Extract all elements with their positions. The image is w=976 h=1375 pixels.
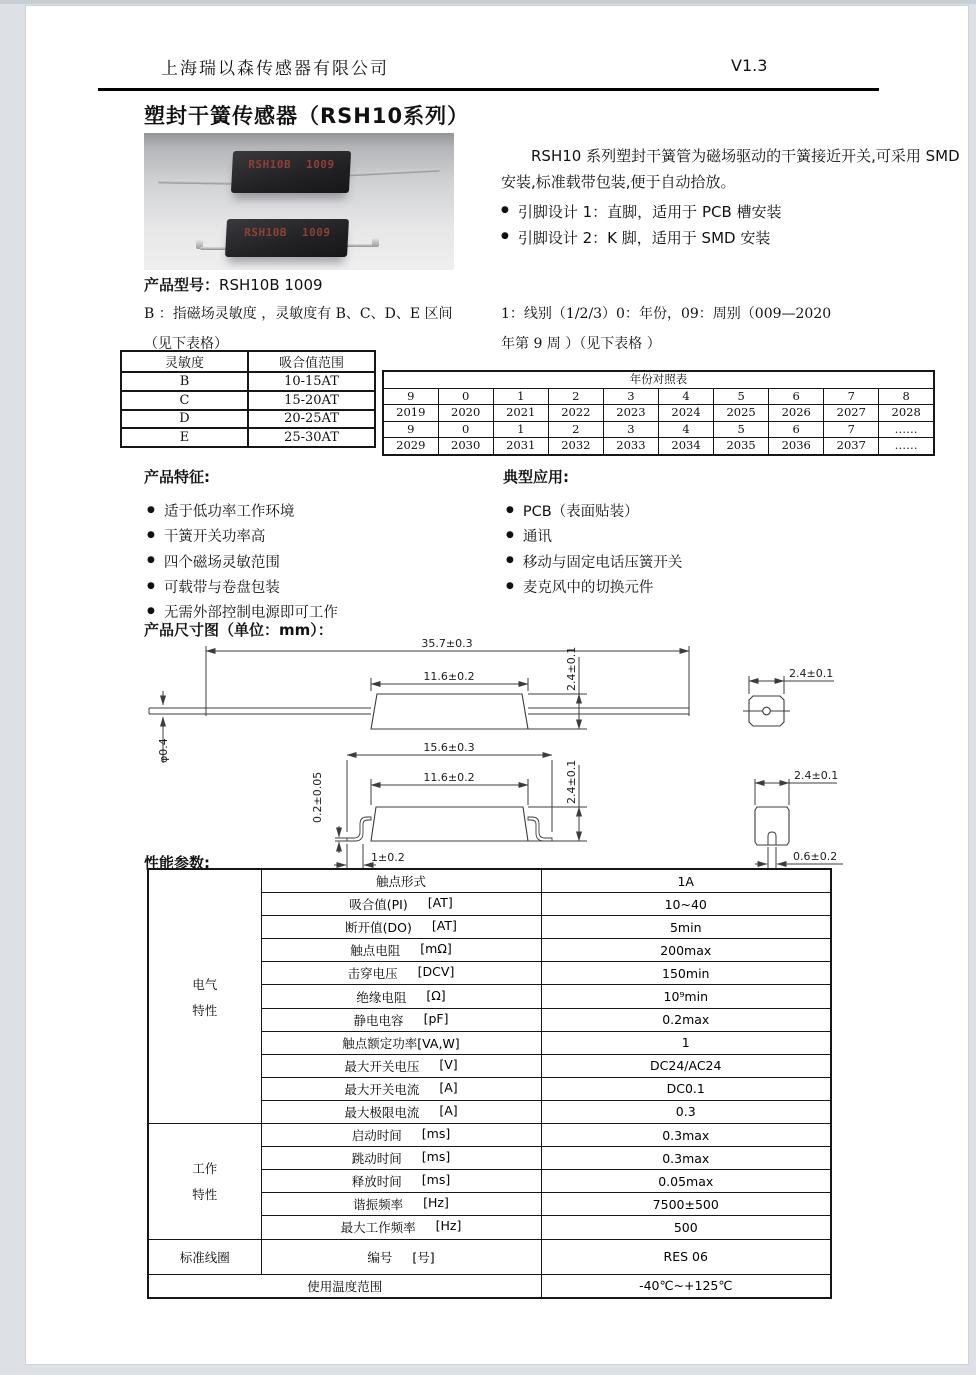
model-note-right [501,299,831,359]
table-row [148,869,831,893]
table-cell: 8 [879,388,934,405]
param-name-cell: 静电电容 [pF] [261,1008,541,1031]
temperature-range-label: 使用温度范围 [148,1274,541,1298]
table-cell: 2020 [438,405,493,422]
document-page [25,5,969,1365]
column-header: 吸合值范围 [248,351,375,372]
param-value-cell: 10⁹min [541,985,831,1008]
drawing-straight-lead [149,637,689,763]
k-bend-lead [528,817,552,841]
company-name: 上海瑞以森传感器有限公司 [161,59,389,79]
dimensions-heading: 产品尺寸图（单位：mm）： [144,621,333,639]
bent-lead [372,238,379,247]
param-value-cell: 0.3max [541,1147,831,1170]
dimension-label: 2.4±0.1 [565,646,578,691]
table-cell: 2023 [603,405,658,422]
bullet-item [506,523,682,548]
bullet-icon: ● [147,529,155,540]
param-name-cell: 启动时间 [ms] [261,1124,541,1147]
table-cell: 4 [658,388,713,405]
year-reference-table [382,370,935,456]
sensitivity-table [120,350,376,448]
table-cell: 7 [824,388,879,405]
model-label: 产品型号： [144,276,220,294]
bullet-icon: ● [501,231,509,241]
table-cell: 3 [603,421,658,438]
page-title: 塑封干簧传感器（RSH10系列） [144,104,470,128]
bullet-text: 适于低功率工作环境 [163,504,295,521]
table-row [148,1239,831,1274]
dimension-label: φ0.4 [157,738,170,763]
bullet-item [506,574,682,599]
note-line: B ：指磁场灵敏度 ，灵敏度有 B、C、D、E 区间 [144,306,453,322]
table-cell: E [121,428,248,447]
drawing-straight-end-view [743,667,834,726]
param-value-cell: 1 [541,1031,831,1054]
param-value-cell: 0.2max [541,1008,831,1031]
lead-wire [200,247,228,250]
product-photo [144,133,454,270]
table-cell: 7 [824,421,879,438]
table-cell: …… [879,438,934,455]
group-cell: 标准线圈 [148,1239,261,1274]
param-name-cell: 击穿电压 [DCV] [261,962,541,985]
param-name-cell: 跳动时间 [ms] [261,1147,541,1170]
param-name-cell: 最大工作频率 [Hz] [261,1216,541,1239]
table-cell: 6 [769,421,824,438]
bullet-text: 四个磁场灵敏范围 [163,554,280,571]
sensor-body-outline [371,807,528,841]
drawing-smd-end-view [755,769,843,869]
table-row [383,405,934,422]
document-version: V1.3 [731,56,768,75]
table-cell: 3 [603,388,658,405]
table-row [121,391,375,410]
applications-list [506,498,682,599]
bullet-item [147,574,338,599]
table-row [383,421,934,438]
sensor-body-outline [371,694,528,729]
table-cell: 2024 [658,405,713,422]
param-name-cell: 最大极限电流 [A] [261,1100,541,1123]
bullet-icon: ● [147,605,155,616]
param-name-cell: 吸合值(PI) [AT] [261,893,541,916]
table-row [148,1124,831,1147]
table-cell: 6 [769,388,824,405]
bullet-icon: ● [506,555,514,566]
drawing-smd-lead [311,741,587,869]
table-cell: 2032 [548,438,603,455]
header-rule [98,88,879,91]
dimension-label: 0.6±0.2 [793,850,838,863]
table-cell: 5 [714,388,769,405]
dimension-label: 2.4±0.1 [794,769,839,782]
table-cell: 2027 [824,405,879,422]
table-cell: 15-20AT [248,391,375,410]
table-cell: 2 [548,388,603,405]
table-row [121,410,375,429]
part-marking-series: RSH10B [243,226,288,239]
table-cell: 2029 [383,438,438,455]
table-cell: 2025 [714,405,769,422]
bullet-icon: ● [147,580,155,591]
part-marking-code: 1009 [305,158,335,171]
part-marking-series: RSH10B [247,158,292,171]
param-value-cell: 1A [541,869,831,893]
lead-wire [158,180,234,184]
note-line: 年第 9 周 ）（见下表格 ） [501,336,661,352]
year-table-title: 年份对照表 [383,371,934,388]
table-cell: 1 [493,421,548,438]
pin-design-list [501,198,963,250]
group-cell: 工作 特性 [148,1124,261,1239]
bullet-text: 无需外部控制电源即可工作 [163,605,338,622]
part-marking-code: 1009 [301,226,331,239]
param-name-cell: 绝缘电阻 [Ω] [261,985,541,1008]
temperature-range-value: -40℃~+125℃ [541,1274,831,1298]
param-value-cell: 10~40 [541,893,831,916]
dimension-label: 11.6±0.2 [423,771,475,784]
table-cell: 25-30AT [248,428,375,447]
dimension-label: 1±0.2 [371,851,405,864]
end-view-outline [755,807,789,845]
table-cell: 2030 [438,438,493,455]
bullet-item [147,549,338,574]
table-cell: 5 [714,421,769,438]
table-row [121,351,375,372]
dimension-label: 35.7±0.3 [421,637,473,650]
note-line: （见下表格） [144,336,228,352]
k-bend-lead [347,817,371,841]
table-row [383,438,934,455]
bullet-text: 移动与固定电话压簧开关 [522,554,683,571]
dimension-label: 2.4±0.1 [789,667,834,680]
table-row [121,428,375,447]
table-row [383,371,934,388]
bullet-text: 麦克风中的切换元件 [522,580,654,597]
note-line: 1：线别（1/2/3）0：年份，09：周别（009—2020 [501,306,832,322]
bullet-text: 引脚设计 1：直脚，适用于 PCB 槽安装 [517,202,782,221]
param-value-cell: 0.05max [541,1170,831,1193]
table-cell: 2037 [824,438,879,455]
bullet-text: 可载带与卷盘包装 [163,580,280,597]
param-value-cell: 0.3max [541,1124,831,1147]
bullet-item [506,498,682,523]
table-cell: 1 [493,388,548,405]
bullet-icon: ● [506,529,514,540]
bullet-item [501,224,963,250]
column-header: 灵敏度 [121,351,248,372]
table-row [121,372,375,391]
param-name-cell: 断开值(DO) [AT] [261,916,541,939]
table-cell: B [121,372,248,391]
lead-cross-section [763,707,771,715]
dimension-label: 11.6±0.2 [423,670,475,683]
bullet-icon: ● [506,504,514,515]
param-name-cell: 最大开关电压 [V] [261,1054,541,1077]
param-name-cell: 释放时间 [ms] [261,1170,541,1193]
dimension-label: 0.2±0.05 [311,771,324,823]
table-cell: 2035 [714,438,769,455]
table-cell: 20-25AT [248,410,375,429]
table-cell: 2028 [879,405,934,422]
table-cell: 2 [548,421,603,438]
param-value-cell: DC0.1 [541,1077,831,1100]
model-value: RSH10B 1009 [219,276,323,294]
bullet-text: 引脚设计 2：K 脚，适用于 SMD 安装 [517,228,771,247]
table-cell: 2021 [493,405,548,422]
intro-paragraph: RSH10 系列塑封干簧管为磁场驱动的干簧接近开关,可采用 SMD 安装,标准载带包装,便于自动拾放。 [501,147,960,191]
table-cell: 2019 [383,405,438,422]
bullet-icon: ● [506,580,514,591]
param-value-cell: DC24/AC24 [541,1054,831,1077]
param-value-cell: 500 [541,1216,831,1239]
param-name-cell: 触点形式 [261,869,541,893]
param-name-cell: 编号 [号] [261,1239,541,1274]
param-value-cell: RES 06 [541,1239,831,1274]
table-cell: …… [879,421,934,438]
param-name-cell: 触点额定功率[VA,W] [261,1031,541,1054]
bullet-item [506,549,682,574]
param-name-cell: 触点电阻 [mΩ] [261,939,541,962]
table-cell: 2034 [658,438,713,455]
bullet-icon: ● [147,555,155,566]
table-cell: 9 [383,421,438,438]
table-cell: C [121,391,248,410]
table-cell: 0 [438,388,493,405]
table-cell: 0 [438,421,493,438]
bullet-item [501,198,963,224]
bullet-text: 通讯 [522,529,552,546]
dimension-drawing [131,633,891,873]
parameters-heading: 性能参数: [144,854,210,872]
table-row [148,1274,831,1298]
table-cell: 2033 [603,438,658,455]
model-line [144,274,323,295]
bullet-icon: ● [501,205,509,215]
bullet-icon: ● [147,504,155,515]
bullet-item [147,498,338,523]
param-value-cell: 7500±500 [541,1193,831,1216]
param-value-cell: 150min [541,962,831,985]
param-value-cell: 0.3 [541,1100,831,1123]
table-cell: 2022 [548,405,603,422]
table-cell: 2031 [493,438,548,455]
features-heading: 产品特征: [144,468,210,486]
features-list [147,498,338,624]
group-cell: 电气 特性 [148,869,261,1124]
table-cell: 10-15AT [248,372,375,391]
sensor-smd-lead [225,219,349,257]
dimension-label: 2.4±0.1 [565,759,578,804]
table-cell: 2026 [769,405,824,422]
sensor-straight-lead [231,151,351,193]
param-value-cell: 200max [541,939,831,962]
bullet-text: PCB（表面贴装） [522,504,639,521]
param-value-cell: 5min [541,916,831,939]
table-cell: 9 [383,388,438,405]
bullet-item [147,523,338,548]
dimension-label: 15.6±0.3 [423,741,475,754]
table-cell: 2036 [769,438,824,455]
parameters-table [147,868,832,1299]
table-row [383,388,934,405]
param-name-cell: 谐振频率 [Hz] [261,1193,541,1216]
table-cell: D [121,410,248,429]
intro-block [501,143,963,250]
param-name-cell: 最大开关电流 [A] [261,1077,541,1100]
applications-heading: 典型应用: [503,468,569,486]
table-cell: 4 [658,421,713,438]
bullet-text: 干簧开关功率高 [163,529,266,546]
lead-wire [346,169,440,177]
